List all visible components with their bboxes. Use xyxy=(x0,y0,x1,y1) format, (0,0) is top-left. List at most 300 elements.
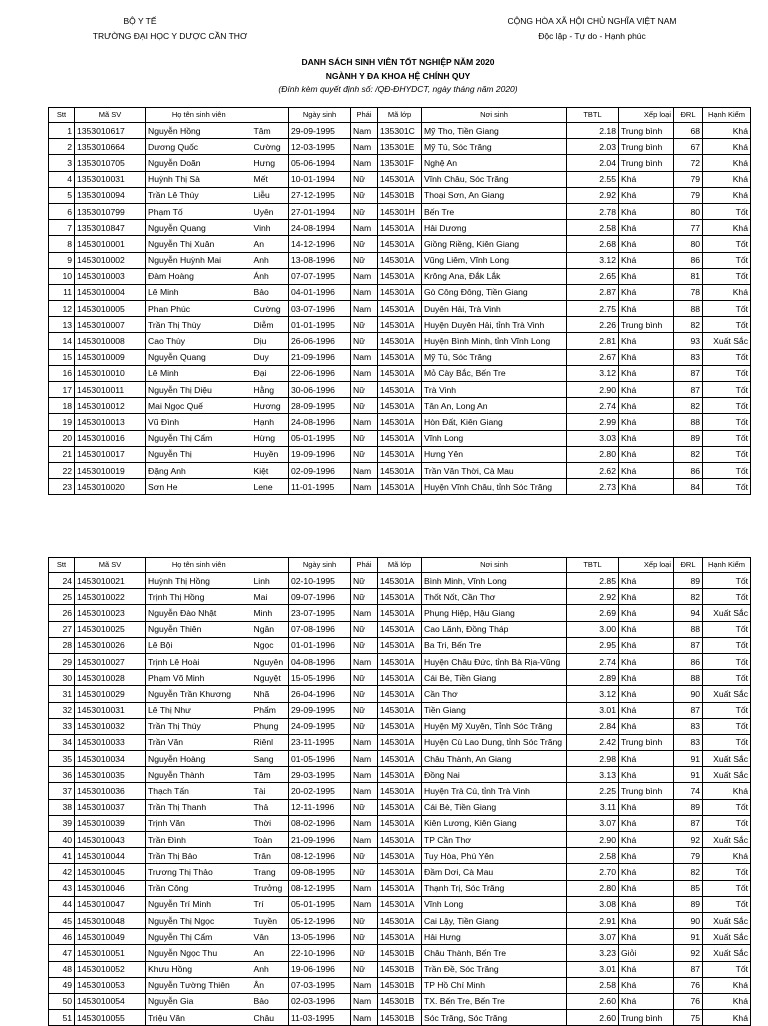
cell-gender: Nữ xyxy=(351,589,378,605)
table-row xyxy=(49,589,751,605)
cell-student-id: 1453010052 xyxy=(75,961,146,977)
cell-classification: Trung bình xyxy=(619,734,674,750)
cell-conduct-rating: Tốt xyxy=(703,301,751,317)
cell-birthplace: Bình Minh, Vĩnh Long xyxy=(422,573,567,589)
cell-birth-date: 07-07-1995 xyxy=(289,268,351,284)
cell-birthplace: Kiên Lương, Kiên Giang xyxy=(422,815,567,831)
cell-surname-name: Trương Thị Thảo xyxy=(146,864,252,880)
cell-classification: Khá xyxy=(619,977,674,993)
cell-conduct-score: 87 xyxy=(674,815,703,831)
cell-class-code: 145301B xyxy=(378,961,422,977)
cell-conduct-score: 82 xyxy=(674,864,703,880)
cell-conduct-rating: Tốt xyxy=(703,880,751,896)
cell-birth-date: 27-12-1995 xyxy=(289,187,351,203)
cell-stt: 50 xyxy=(49,993,75,1009)
cell-conduct-score: 79 xyxy=(674,187,703,203)
cell-gender: Nam xyxy=(351,479,378,495)
cell-birthplace: Thoại Sơn, An Giang xyxy=(422,187,567,203)
cell-classification: Khá xyxy=(619,203,674,219)
cell-gender: Nam xyxy=(351,268,378,284)
cell-gpa: 2.80 xyxy=(567,880,619,896)
cell-stt: 21 xyxy=(49,446,75,462)
cell-class-code: 145301A xyxy=(378,398,422,414)
cell-stt: 48 xyxy=(49,961,75,977)
table-row xyxy=(49,605,751,621)
cell-given-name: Ánh xyxy=(252,268,289,284)
cell-birthplace: Huyện Duyên Hải, tỉnh Trà Vinh xyxy=(422,317,567,333)
cell-conduct-rating: Khá xyxy=(703,171,751,187)
cell-stt: 35 xyxy=(49,751,75,767)
cell-given-name: Thời xyxy=(252,815,289,831)
cell-student-id: 1453010027 xyxy=(75,653,146,669)
cell-conduct-score: 89 xyxy=(674,799,703,815)
cell-gender: Nữ xyxy=(351,430,378,446)
cell-classification: Khá xyxy=(619,462,674,478)
cell-student-id: 1353010847 xyxy=(75,220,146,236)
cell-birthplace: Mỹ Tú, Sóc Trăng xyxy=(422,349,567,365)
table-row xyxy=(49,734,751,750)
cell-conduct-score: 76 xyxy=(674,993,703,1009)
cell-class-code: 145301A xyxy=(378,220,422,236)
cell-given-name: Đại xyxy=(252,365,289,381)
cell-conduct-rating: Tốt xyxy=(703,961,751,977)
cell-given-name: Phụng xyxy=(252,718,289,734)
column-header-conduct-rating: Hạnh Kiểm xyxy=(703,108,751,123)
cell-conduct-rating: Xuất Sắc xyxy=(703,832,751,848)
cell-given-name: Kiệt xyxy=(252,462,289,478)
cell-class-code: 145301A xyxy=(378,718,422,734)
cell-gender: Nữ xyxy=(351,252,378,268)
cell-conduct-rating: Xuất Sắc xyxy=(703,605,751,621)
cell-classification: Khá xyxy=(619,333,674,349)
cell-surname-name: Nguyễn Đào Nhật xyxy=(146,605,252,621)
cell-surname-name: Cao Thùy xyxy=(146,333,252,349)
cell-gpa: 3.07 xyxy=(567,929,619,945)
cell-birthplace: Châu Thành, An Giang xyxy=(422,751,567,767)
cell-conduct-rating: Tốt xyxy=(703,203,751,219)
cell-given-name: Minh xyxy=(252,605,289,621)
table-row xyxy=(49,718,751,734)
cell-gender: Nam xyxy=(351,301,378,317)
cell-surname-name: Phạm Võ Minh xyxy=(146,670,252,686)
cell-surname-name: Nguyễn Ngọc Thu xyxy=(146,945,252,961)
cell-birthplace: Ba Tri, Bến Tre xyxy=(422,637,567,653)
table-row xyxy=(49,123,751,139)
cell-given-name: Hương xyxy=(252,398,289,414)
cell-gender: Nữ xyxy=(351,864,378,880)
cell-classification: Giỏi xyxy=(619,945,674,961)
cell-gender: Nam xyxy=(351,783,378,799)
cell-birth-date: 08-12-1995 xyxy=(289,880,351,896)
cell-conduct-score: 87 xyxy=(674,961,703,977)
cell-classification: Khá xyxy=(619,398,674,414)
cell-surname-name: Mai Ngọc Quế xyxy=(146,398,252,414)
cell-classification: Khá xyxy=(619,430,674,446)
cell-stt: 20 xyxy=(49,430,75,446)
cell-surname-name: Trần Đình xyxy=(146,832,252,848)
cell-gpa: 2.60 xyxy=(567,1010,619,1026)
cell-class-code: 145301A xyxy=(378,382,422,398)
cell-given-name: An xyxy=(252,236,289,252)
cell-gpa: 2.04 xyxy=(567,155,619,171)
cell-surname-name: Đặng Anh xyxy=(146,462,252,478)
cell-given-name: Cường xyxy=(252,139,289,155)
cell-gender: Nữ xyxy=(351,203,378,219)
table-row xyxy=(49,398,751,414)
cell-gender: Nam xyxy=(351,365,378,381)
cell-conduct-score: 90 xyxy=(674,912,703,928)
cell-given-name: Cường xyxy=(252,301,289,317)
cell-birth-date: 23-11-1995 xyxy=(289,734,351,750)
table-row xyxy=(49,977,751,993)
cell-surname-name: Nguyễn Thị Cẩm xyxy=(146,430,252,446)
cell-stt: 42 xyxy=(49,864,75,880)
cell-gpa: 3.12 xyxy=(567,686,619,702)
cell-given-name: Trí xyxy=(252,896,289,912)
cell-classification: Khá xyxy=(619,993,674,1009)
table-row xyxy=(49,945,751,961)
cell-stt: 44 xyxy=(49,896,75,912)
cell-birth-date: 21-09-1996 xyxy=(289,832,351,848)
cell-gpa: 3.07 xyxy=(567,815,619,831)
cell-birth-date: 24-08-1994 xyxy=(289,220,351,236)
cell-conduct-score: 88 xyxy=(674,670,703,686)
cell-gender: Nam xyxy=(351,123,378,139)
cell-birth-date: 05-01-1995 xyxy=(289,430,351,446)
cell-gender: Nam xyxy=(351,896,378,912)
cell-given-name: Liễu xyxy=(252,187,289,203)
table-row xyxy=(49,621,751,637)
cell-surname-name: Huỳnh Thị Hồng xyxy=(146,573,252,589)
cell-birth-date: 28-09-1995 xyxy=(289,398,351,414)
cell-class-code: 145301A xyxy=(378,637,422,653)
cell-class-code: 145301A xyxy=(378,653,422,669)
cell-class-code: 145301A xyxy=(378,605,422,621)
graduates-table-2 xyxy=(48,557,751,1026)
cell-student-id: 1453010020 xyxy=(75,479,146,495)
cell-birth-date: 02-03-1996 xyxy=(289,993,351,1009)
cell-given-name: Mai xyxy=(252,589,289,605)
table-row xyxy=(49,799,751,815)
cell-conduct-score: 89 xyxy=(674,573,703,589)
cell-given-name: Phẩm xyxy=(252,702,289,718)
cell-conduct-score: 80 xyxy=(674,236,703,252)
cell-gpa: 2.26 xyxy=(567,317,619,333)
cell-conduct-score: 94 xyxy=(674,605,703,621)
cell-surname-name: Nguyễn Thị Diệu xyxy=(146,382,252,398)
cell-surname-name: Trịnh Lê Hoài xyxy=(146,653,252,669)
cell-gpa: 2.87 xyxy=(567,284,619,300)
cell-surname-name: Nguyễn Thị Ngọc xyxy=(146,912,252,928)
cell-class-code: 135301C xyxy=(378,123,422,139)
cell-given-name: Hừng xyxy=(252,430,289,446)
cell-stt: 14 xyxy=(49,333,75,349)
cell-gpa: 2.80 xyxy=(567,446,619,462)
cell-birthplace: Mỹ Tho, Tiền Giang xyxy=(422,123,567,139)
cell-stt: 30 xyxy=(49,670,75,686)
cell-classification: Trung bình xyxy=(619,139,674,155)
cell-given-name: Vân xyxy=(252,929,289,945)
table-row xyxy=(49,349,751,365)
column-header-gender: Phái xyxy=(351,108,378,123)
cell-stt: 11 xyxy=(49,284,75,300)
column-header-stt: Stt xyxy=(49,108,75,123)
cell-birth-date: 04-08-1996 xyxy=(289,653,351,669)
cell-birth-date: 21-09-1996 xyxy=(289,349,351,365)
table-row xyxy=(49,573,751,589)
cell-classification: Khá xyxy=(619,621,674,637)
table-row xyxy=(49,187,751,203)
cell-classification: Khá xyxy=(619,670,674,686)
cell-student-id: 1453010009 xyxy=(75,349,146,365)
cell-stt: 45 xyxy=(49,912,75,928)
table-row xyxy=(49,430,751,446)
cell-student-id: 1453010031 xyxy=(75,702,146,718)
cell-birthplace: Mỹ Tú, Sóc Trăng xyxy=(422,139,567,155)
cell-birthplace: TX. Bến Tre, Bến Tre xyxy=(422,993,567,1009)
cell-class-code: 145301A xyxy=(378,446,422,462)
cell-surname-name: Lê Minh xyxy=(146,365,252,381)
cell-student-id: 1453010055 xyxy=(75,1010,146,1026)
cell-surname-name: Dương Quốc xyxy=(146,139,252,155)
decision-reference: (Đính kèm quyết định số: /QĐ-ĐHYDCT, ngày tháng năm 2020) xyxy=(278,84,518,94)
cell-birthplace: Châu Thành, Bến Tre xyxy=(422,945,567,961)
school-name: TRƯỜNG ĐẠI HỌC Y DƯỢC CẦN THƠ xyxy=(92,31,248,41)
cell-gpa: 2.91 xyxy=(567,912,619,928)
cell-birthplace: Hải Dương xyxy=(422,220,567,236)
cell-gender: Nam xyxy=(351,155,378,171)
cell-classification: Khá xyxy=(619,365,674,381)
cell-surname-name: Trần Thị Thùy xyxy=(146,317,252,333)
cell-student-id: 1353010094 xyxy=(75,187,146,203)
table-row xyxy=(49,767,751,783)
cell-conduct-rating: Tốt xyxy=(703,317,751,333)
cell-gpa: 2.74 xyxy=(567,398,619,414)
cell-student-id: 1353010617 xyxy=(75,123,146,139)
cell-conduct-score: 92 xyxy=(674,832,703,848)
cell-birthplace: Nghệ An xyxy=(422,155,567,171)
cell-birthplace: Huyện Trà Cú, tỉnh Trà Vinh xyxy=(422,783,567,799)
cell-surname-name: Nguyễn Quang xyxy=(146,220,252,236)
cell-given-name: Bảo xyxy=(252,284,289,300)
cell-student-id: 1453010039 xyxy=(75,815,146,831)
cell-stt: 51 xyxy=(49,1010,75,1026)
cell-class-code: 145301A xyxy=(378,864,422,880)
cell-birthplace: Trà Vinh xyxy=(422,382,567,398)
cell-birth-date: 04-01-1996 xyxy=(289,284,351,300)
cell-classification: Khá xyxy=(619,252,674,268)
cell-conduct-rating: Khá xyxy=(703,187,751,203)
cell-student-id: 1453010049 xyxy=(75,929,146,945)
cell-surname-name: Trần Lê Thúy xyxy=(146,187,252,203)
graduates-table-1 xyxy=(48,107,751,495)
cell-birth-date: 08-12-1996 xyxy=(289,848,351,864)
cell-student-id: 1453010011 xyxy=(75,382,146,398)
cell-student-id: 1453010035 xyxy=(75,767,146,783)
cell-given-name: An xyxy=(252,945,289,961)
cell-stt: 34 xyxy=(49,734,75,750)
cell-stt: 36 xyxy=(49,767,75,783)
cell-birth-date: 13-08-1996 xyxy=(289,252,351,268)
cell-classification: Khá xyxy=(619,751,674,767)
cell-conduct-rating: Tốt xyxy=(703,896,751,912)
cell-birth-date: 30-06-1996 xyxy=(289,382,351,398)
cell-conduct-score: 88 xyxy=(674,414,703,430)
cell-student-id: 1453010045 xyxy=(75,864,146,880)
cell-given-name: Dịu xyxy=(252,333,289,349)
table-header xyxy=(49,558,751,573)
cell-gpa: 2.69 xyxy=(567,605,619,621)
cell-classification: Trung bình xyxy=(619,1010,674,1026)
cell-surname-name: Thạch Tấn xyxy=(146,783,252,799)
cell-student-id: 1453010012 xyxy=(75,398,146,414)
cell-conduct-score: 89 xyxy=(674,430,703,446)
cell-class-code: 145301A xyxy=(378,252,422,268)
republic-name: CỘNG HÒA XÃ HỘI CHỦ NGHĨA VIỆT NAM xyxy=(507,16,677,26)
cell-student-id: 1453010003 xyxy=(75,268,146,284)
cell-surname-name: Đàm Hoàng xyxy=(146,268,252,284)
cell-gender: Nữ xyxy=(351,382,378,398)
cell-birthplace: Tân An, Long An xyxy=(422,398,567,414)
cell-birth-date: 29-09-1995 xyxy=(289,123,351,139)
cell-gender: Nam xyxy=(351,139,378,155)
column-header-gpa: TBTL xyxy=(567,558,619,573)
column-header-gpa: TBTL xyxy=(567,108,619,123)
cell-surname-name: Trần Thị Thúy xyxy=(146,718,252,734)
cell-classification: Khá xyxy=(619,573,674,589)
cell-gpa: 2.03 xyxy=(567,139,619,155)
cell-classification: Khá xyxy=(619,832,674,848)
cell-gender: Nam xyxy=(351,832,378,848)
cell-conduct-score: 86 xyxy=(674,653,703,669)
cell-birthplace: Huyện Bình Minh, tỉnh Vĩnh Long xyxy=(422,333,567,349)
cell-given-name: Nguyên xyxy=(252,653,289,669)
cell-gender: Nữ xyxy=(351,961,378,977)
cell-stt: 7 xyxy=(49,220,75,236)
cell-student-id: 1453010001 xyxy=(75,236,146,252)
cell-classification: Trung bình xyxy=(619,123,674,139)
cell-conduct-score: 74 xyxy=(674,783,703,799)
cell-gender: Nam xyxy=(351,349,378,365)
table-row xyxy=(49,815,751,831)
cell-gpa: 2.74 xyxy=(567,653,619,669)
cell-conduct-score: 82 xyxy=(674,589,703,605)
cell-surname-name: Phan Phúc xyxy=(146,301,252,317)
cell-classification: Khá xyxy=(619,653,674,669)
cell-classification: Khá xyxy=(619,284,674,300)
cell-conduct-rating: Xuất Sắc xyxy=(703,912,751,928)
cell-gpa: 2.70 xyxy=(567,864,619,880)
cell-conduct-rating: Khá xyxy=(703,977,751,993)
cell-conduct-score: 83 xyxy=(674,349,703,365)
cell-stt: 19 xyxy=(49,414,75,430)
table-row xyxy=(49,301,751,317)
cell-stt: 5 xyxy=(49,187,75,203)
cell-student-id: 1453010022 xyxy=(75,589,146,605)
cell-surname-name: Nguyễn Trí Minh xyxy=(146,896,252,912)
cell-conduct-score: 75 xyxy=(674,1010,703,1026)
cell-given-name: Trang xyxy=(252,864,289,880)
table-row xyxy=(49,896,751,912)
cell-given-name: Linh xyxy=(252,573,289,589)
cell-birthplace: Tuy Hòa, Phú Yên xyxy=(422,848,567,864)
cell-gender: Nữ xyxy=(351,171,378,187)
table-row xyxy=(49,268,751,284)
table-row xyxy=(49,993,751,1009)
cell-conduct-score: 76 xyxy=(674,977,703,993)
cell-birth-date: 24-08-1996 xyxy=(289,414,351,430)
cell-surname-name: Trần Văn xyxy=(146,734,252,750)
cell-given-name: Huyền xyxy=(252,446,289,462)
cell-conduct-score: 68 xyxy=(674,123,703,139)
cell-student-id: 1353010705 xyxy=(75,155,146,171)
cell-stt: 46 xyxy=(49,929,75,945)
column-header-conduct-score: ĐRL xyxy=(674,108,703,123)
cell-birthplace: Thốt Nốt, Cần Thơ xyxy=(422,589,567,605)
cell-given-name: Sang xyxy=(252,751,289,767)
cell-surname-name: Vũ Đình xyxy=(146,414,252,430)
cell-classification: Khá xyxy=(619,961,674,977)
cell-conduct-rating: Tốt xyxy=(703,637,751,653)
cell-conduct-rating: Tốt xyxy=(703,573,751,589)
cell-gpa: 2.58 xyxy=(567,977,619,993)
cell-gender: Nữ xyxy=(351,945,378,961)
cell-birthplace: Cần Thơ xyxy=(422,686,567,702)
cell-stt: 9 xyxy=(49,252,75,268)
cell-birth-date: 26-04-1996 xyxy=(289,686,351,702)
cell-birthplace: Mỏ Cày Bắc, Bến Tre xyxy=(422,365,567,381)
cell-student-id: 1453010026 xyxy=(75,637,146,653)
cell-conduct-score: 83 xyxy=(674,718,703,734)
cell-gpa: 2.92 xyxy=(567,187,619,203)
cell-class-code: 135301F xyxy=(378,155,422,171)
cell-stt: 33 xyxy=(49,718,75,734)
cell-stt: 16 xyxy=(49,365,75,381)
cell-gpa: 2.84 xyxy=(567,718,619,734)
cell-surname-name: Trần Thị Bảo xyxy=(146,848,252,864)
table-row xyxy=(49,462,751,478)
cell-gender: Nữ xyxy=(351,317,378,333)
cell-gender: Nữ xyxy=(351,929,378,945)
table-row xyxy=(49,848,751,864)
cell-class-code: 135301E xyxy=(378,139,422,155)
cell-student-id: 1453010029 xyxy=(75,686,146,702)
column-header-conduct-score: ĐRL xyxy=(674,558,703,573)
cell-birthplace: Huyện Châu Đức, tỉnh Bà Rịa-Vũng xyxy=(422,653,567,669)
cell-classification: Khá xyxy=(619,929,674,945)
column-header-surname-name: Họ tên sinh viên xyxy=(146,108,252,123)
cell-gender: Nam xyxy=(351,815,378,831)
cell-classification: Khá xyxy=(619,880,674,896)
cell-birthplace: Cai Lậy, Tiền Giang xyxy=(422,912,567,928)
cell-stt: 2 xyxy=(49,139,75,155)
cell-gpa: 2.62 xyxy=(567,462,619,478)
cell-conduct-rating: Xuất Sắc xyxy=(703,333,751,349)
cell-birth-date: 01-01-1995 xyxy=(289,317,351,333)
cell-gpa: 3.01 xyxy=(567,702,619,718)
cell-classification: Khá xyxy=(619,301,674,317)
cell-classification: Khá xyxy=(619,605,674,621)
cell-birthplace: Huyện Mỹ Xuyên, Tỉnh Sóc Trăng xyxy=(422,718,567,734)
cell-conduct-rating: Tốt xyxy=(703,268,751,284)
cell-conduct-rating: Tốt xyxy=(703,799,751,815)
cell-given-name: Mết xyxy=(252,171,289,187)
table-row xyxy=(49,414,751,430)
cell-birthplace: Hưng Yên xyxy=(422,446,567,462)
cell-class-code: 145301A xyxy=(378,349,422,365)
cell-conduct-rating: Xuất Sắc xyxy=(703,945,751,961)
cell-conduct-score: 67 xyxy=(674,139,703,155)
